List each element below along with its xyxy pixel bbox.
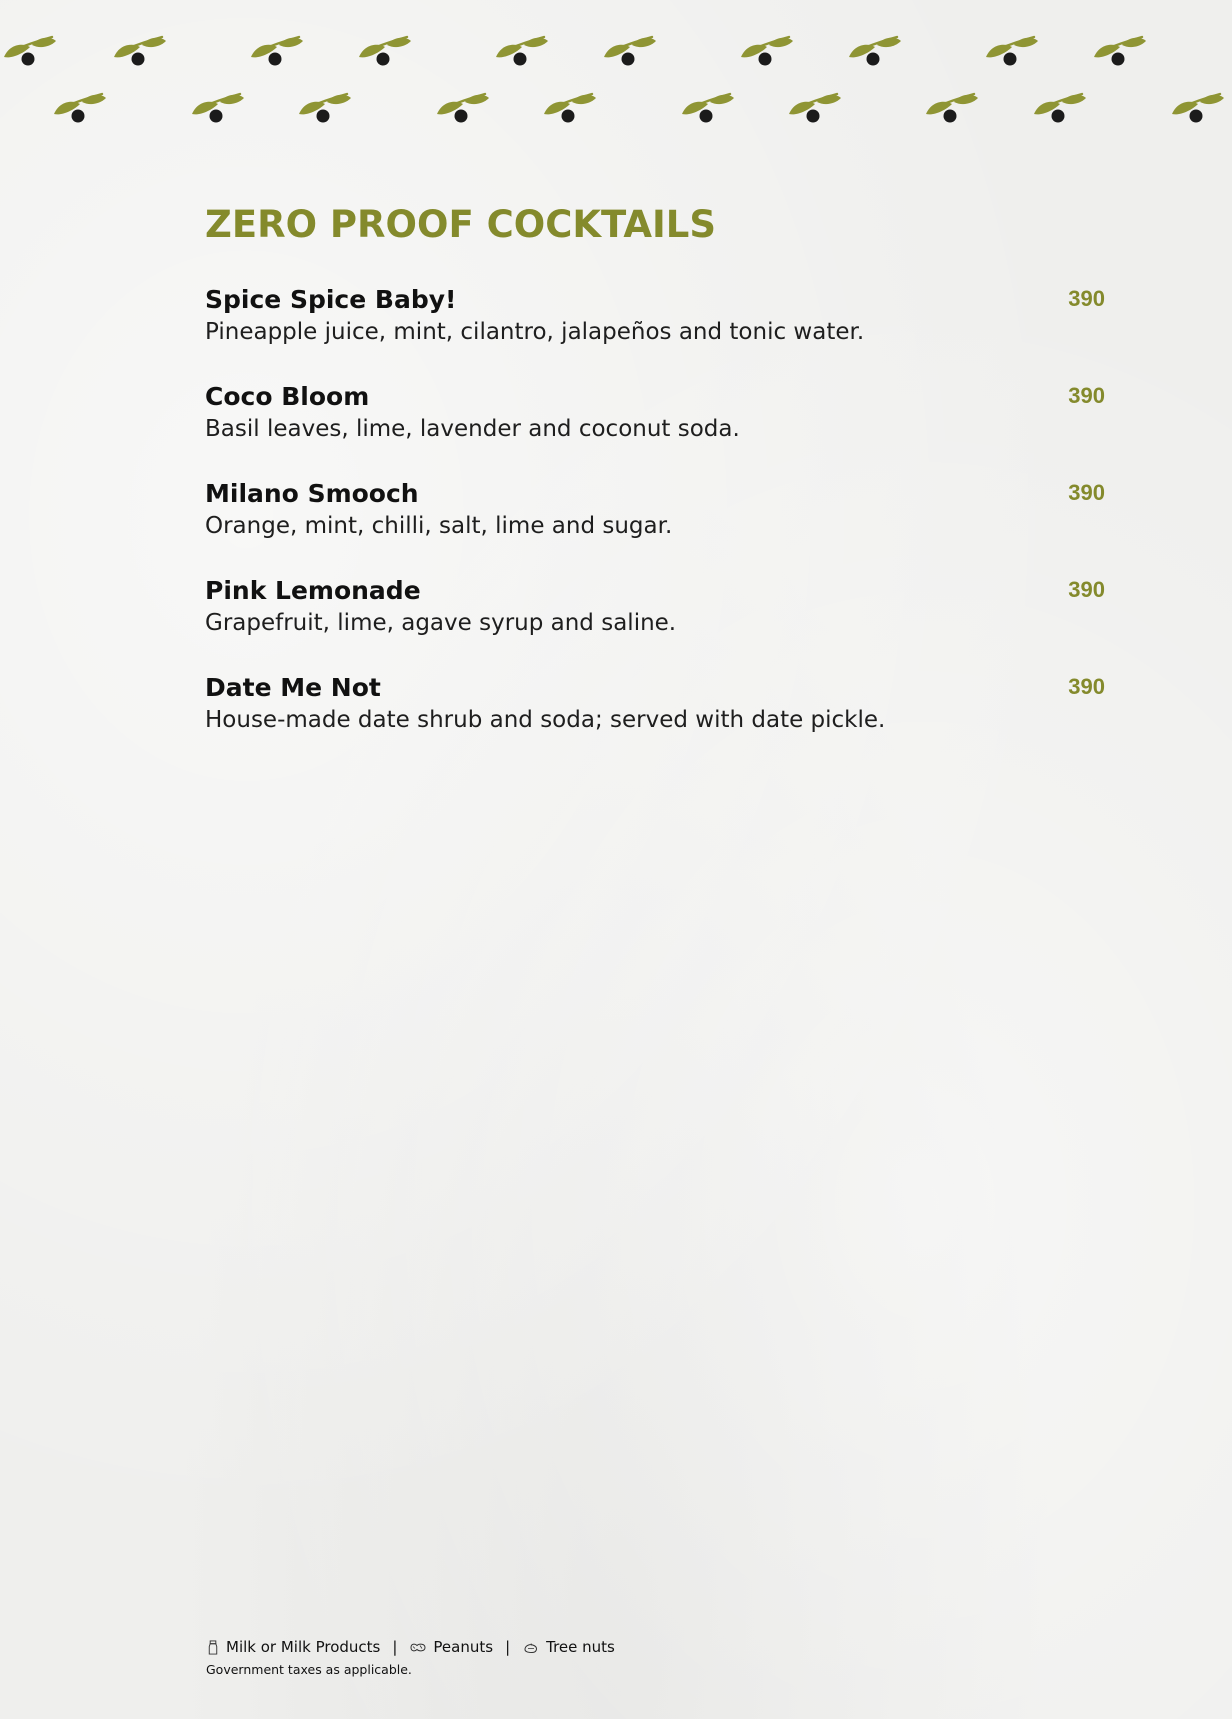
menu-item (205, 672, 1105, 769)
olive-sprig-icon (741, 37, 793, 66)
item-description: Orange, mint, chilli, salt, lime and sugar. (205, 513, 673, 539)
milk-bottle-icon (206, 1640, 220, 1655)
olive-sprig-icon (1034, 94, 1086, 123)
olive-sprig-icon (604, 37, 656, 66)
allergen-label-milk: Milk or Milk Products (226, 1638, 381, 1656)
legend-separator: | (392, 1638, 398, 1656)
menu-item (205, 284, 1105, 381)
item-price: 390 (1068, 577, 1105, 602)
olive-sprig-icon (1172, 94, 1224, 123)
item-price: 390 (1068, 383, 1105, 408)
olive-sprig-icon (496, 37, 548, 66)
olive-sprig-icon (437, 94, 489, 123)
menu-item (205, 575, 1105, 672)
tax-note: Government taxes as applicable. (206, 1662, 412, 1677)
section-title: ZERO PROOF COCKTAILS (205, 203, 717, 246)
olive-sprig-icon (986, 37, 1038, 66)
menu-item (205, 478, 1105, 575)
olive-sprig-icon (682, 94, 734, 123)
item-name: Milano Smooch (205, 479, 419, 508)
item-price: 390 (1068, 480, 1105, 505)
item-price: 390 (1068, 286, 1105, 311)
olive-sprig-icon (192, 94, 244, 123)
item-price: 390 (1068, 674, 1105, 699)
allergen-label-tree-nuts: Tree nuts (546, 1638, 615, 1656)
allergen-footer (206, 1638, 615, 1677)
olive-sprig-icon (4, 37, 56, 66)
allergen-label-peanuts: Peanuts (433, 1638, 494, 1656)
olive-sprig-icon (849, 37, 901, 66)
peanut-icon (409, 1640, 427, 1655)
item-name: Pink Lemonade (205, 576, 421, 605)
item-description: Pineapple juice, mint, cilantro, jalapeños and tonic water. (205, 319, 865, 345)
legend-separator: | (505, 1638, 511, 1656)
olive-sprig-icon (251, 37, 303, 66)
allergen-legend (206, 1638, 615, 1656)
item-name: Coco Bloom (205, 382, 370, 411)
item-description: Basil leaves, lime, lavender and coconut soda. (205, 416, 740, 442)
olive-branch-border (0, 0, 1232, 140)
olive-sprig-icon (359, 37, 411, 66)
olive-sprig-icon (544, 94, 596, 123)
menu-item (205, 381, 1105, 478)
item-description: House-made date shrub and soda; served with date pickle. (205, 707, 886, 733)
olive-sprig-icon (1094, 37, 1146, 66)
olive-sprig-icon (54, 94, 106, 123)
item-name: Spice Spice Baby! (205, 285, 457, 314)
olive-sprig-icon (926, 94, 978, 123)
menu-item-list (205, 284, 1105, 769)
tree-nut-icon (522, 1640, 540, 1655)
olive-sprig-icon (299, 94, 351, 123)
olive-sprig-icon (789, 94, 841, 123)
item-description: Grapefruit, lime, agave syrup and saline. (205, 610, 677, 636)
olive-sprig-icon (114, 37, 166, 66)
item-name: Date Me Not (205, 673, 381, 702)
